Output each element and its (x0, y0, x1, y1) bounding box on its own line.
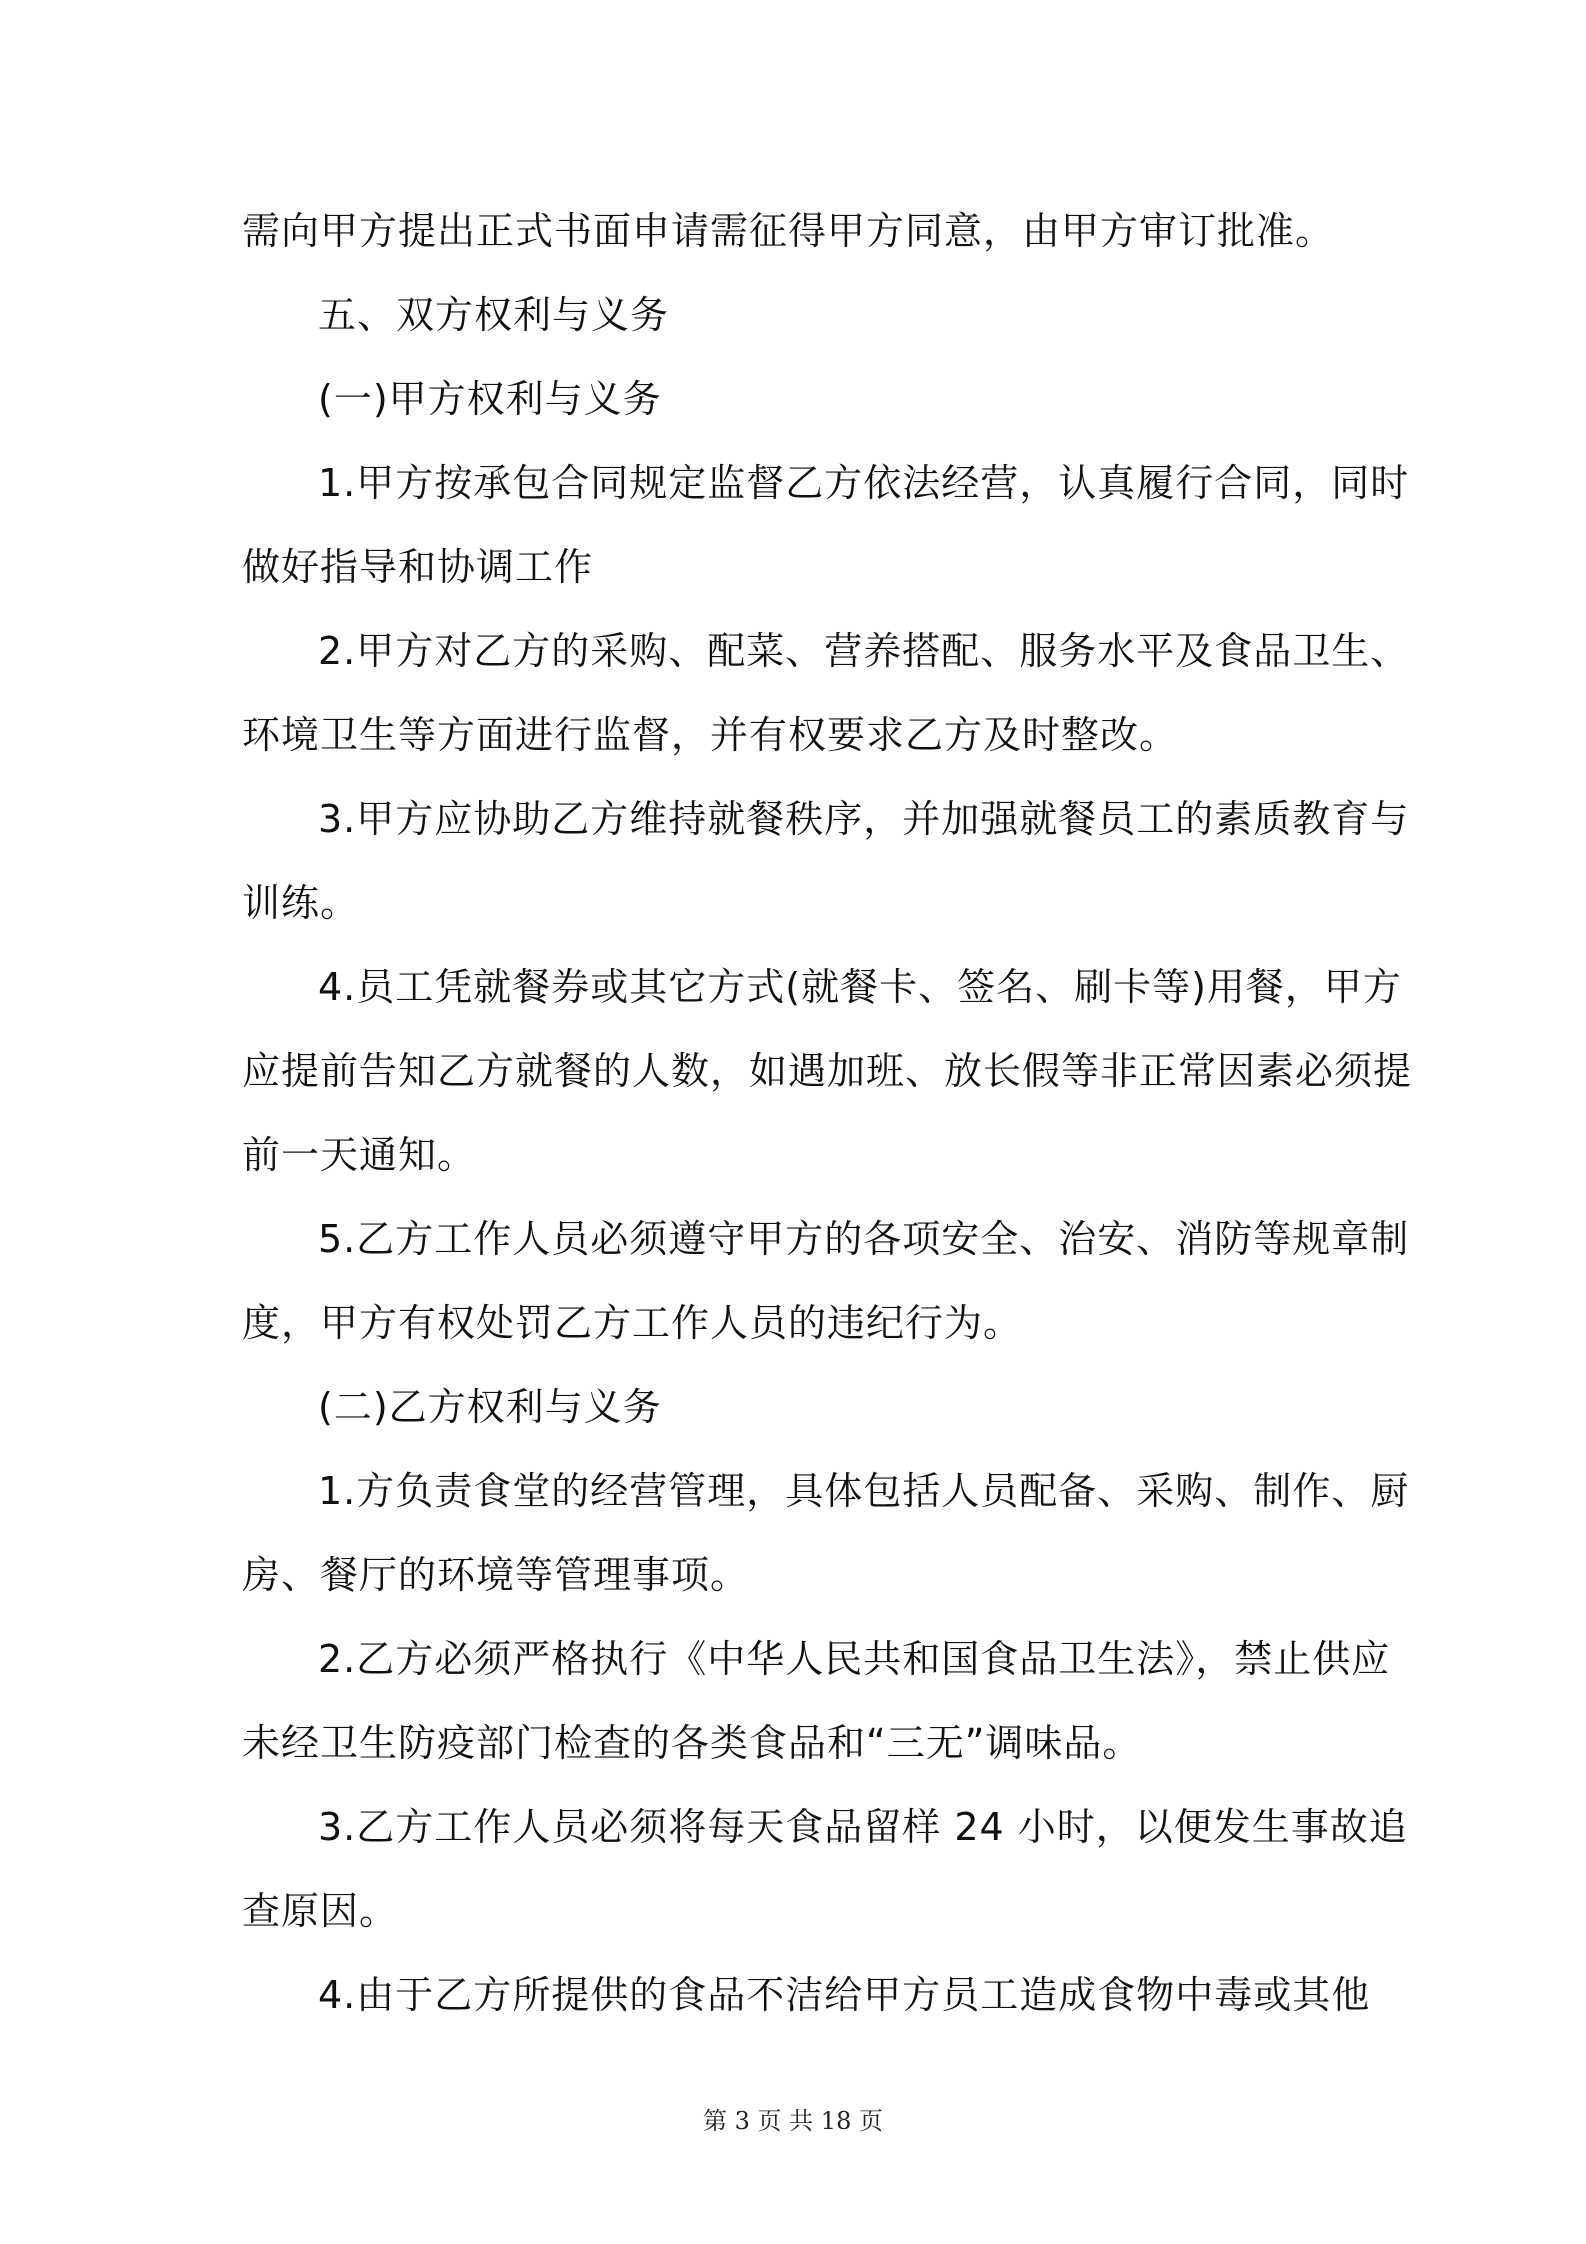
paragraph-line: 1.方负责食堂的经营管理，具体包括人员配备、采购、制作、厨 (318, 1469, 1410, 1513)
paragraph-line: 度，甲方有权处罚乙方工作人员的违纪行为。 (242, 1301, 1023, 1345)
paragraph-line: 3.甲方应协助乙方维持就餐秩序，并加强就餐员工的素质教育与 (318, 797, 1410, 841)
paragraph-line: 未经卫生防疫部门检查的各类食品和“三无”调味品。 (242, 1721, 1142, 1765)
paragraph-line: 4.由于乙方所提供的食品不洁给甲方员工造成食物中毒或其他 (318, 1973, 1371, 2017)
paragraph-line: 2.甲方对乙方的采购、配菜、营养搭配、服务水平及食品卫生、 (318, 629, 1410, 673)
paragraph-line: 应提前告知乙方就餐的人数，如遇加班、放长假等非正常因素必须提 (242, 1049, 1413, 1093)
paragraph-line: 5.乙方工作人员必须遵守甲方的各项安全、治安、消防等规章制 (318, 1217, 1410, 1261)
paragraph-line: 需向甲方提出正式书面申请需征得甲方同意，由甲方审订批准。 (242, 209, 1335, 253)
paragraph-line: 训练。 (242, 881, 360, 925)
paragraph-line: 房、餐厅的环境等管理事项。 (242, 1553, 750, 1597)
subsection-heading: (一)甲方权利与义务 (318, 377, 662, 421)
paragraph-line: 做好指导和协调工作 (242, 545, 594, 589)
paragraph-line: 前一天通知。 (242, 1133, 477, 1177)
paragraph-line: 3.乙方工作人员必须将每天食品留样 24 小时，以便发生事故追 (318, 1805, 1408, 1849)
section-heading: 五、双方权利与义务 (318, 293, 670, 337)
paragraph-line: 1.甲方按承包合同规定监督乙方依法经营，认真履行合同，同时 (318, 461, 1410, 505)
paragraph-line: 环境卫生等方面进行监督，并有权要求乙方及时整改。 (242, 713, 1179, 757)
paragraph-line: 查原因。 (242, 1889, 399, 1933)
page-number-footer: 第 3 页 共 18 页 (703, 2107, 883, 2135)
paragraph-line: 2.乙方必须严格执行《中华人民共和国食品卫生法》，禁止供应 (318, 1637, 1391, 1681)
paragraph-line: 4.员工凭就餐券或其它方式(就餐卡、签名、刷卡等)用餐，甲方 (318, 965, 1402, 1009)
subsection-heading: (二)乙方权利与义务 (318, 1385, 662, 1429)
